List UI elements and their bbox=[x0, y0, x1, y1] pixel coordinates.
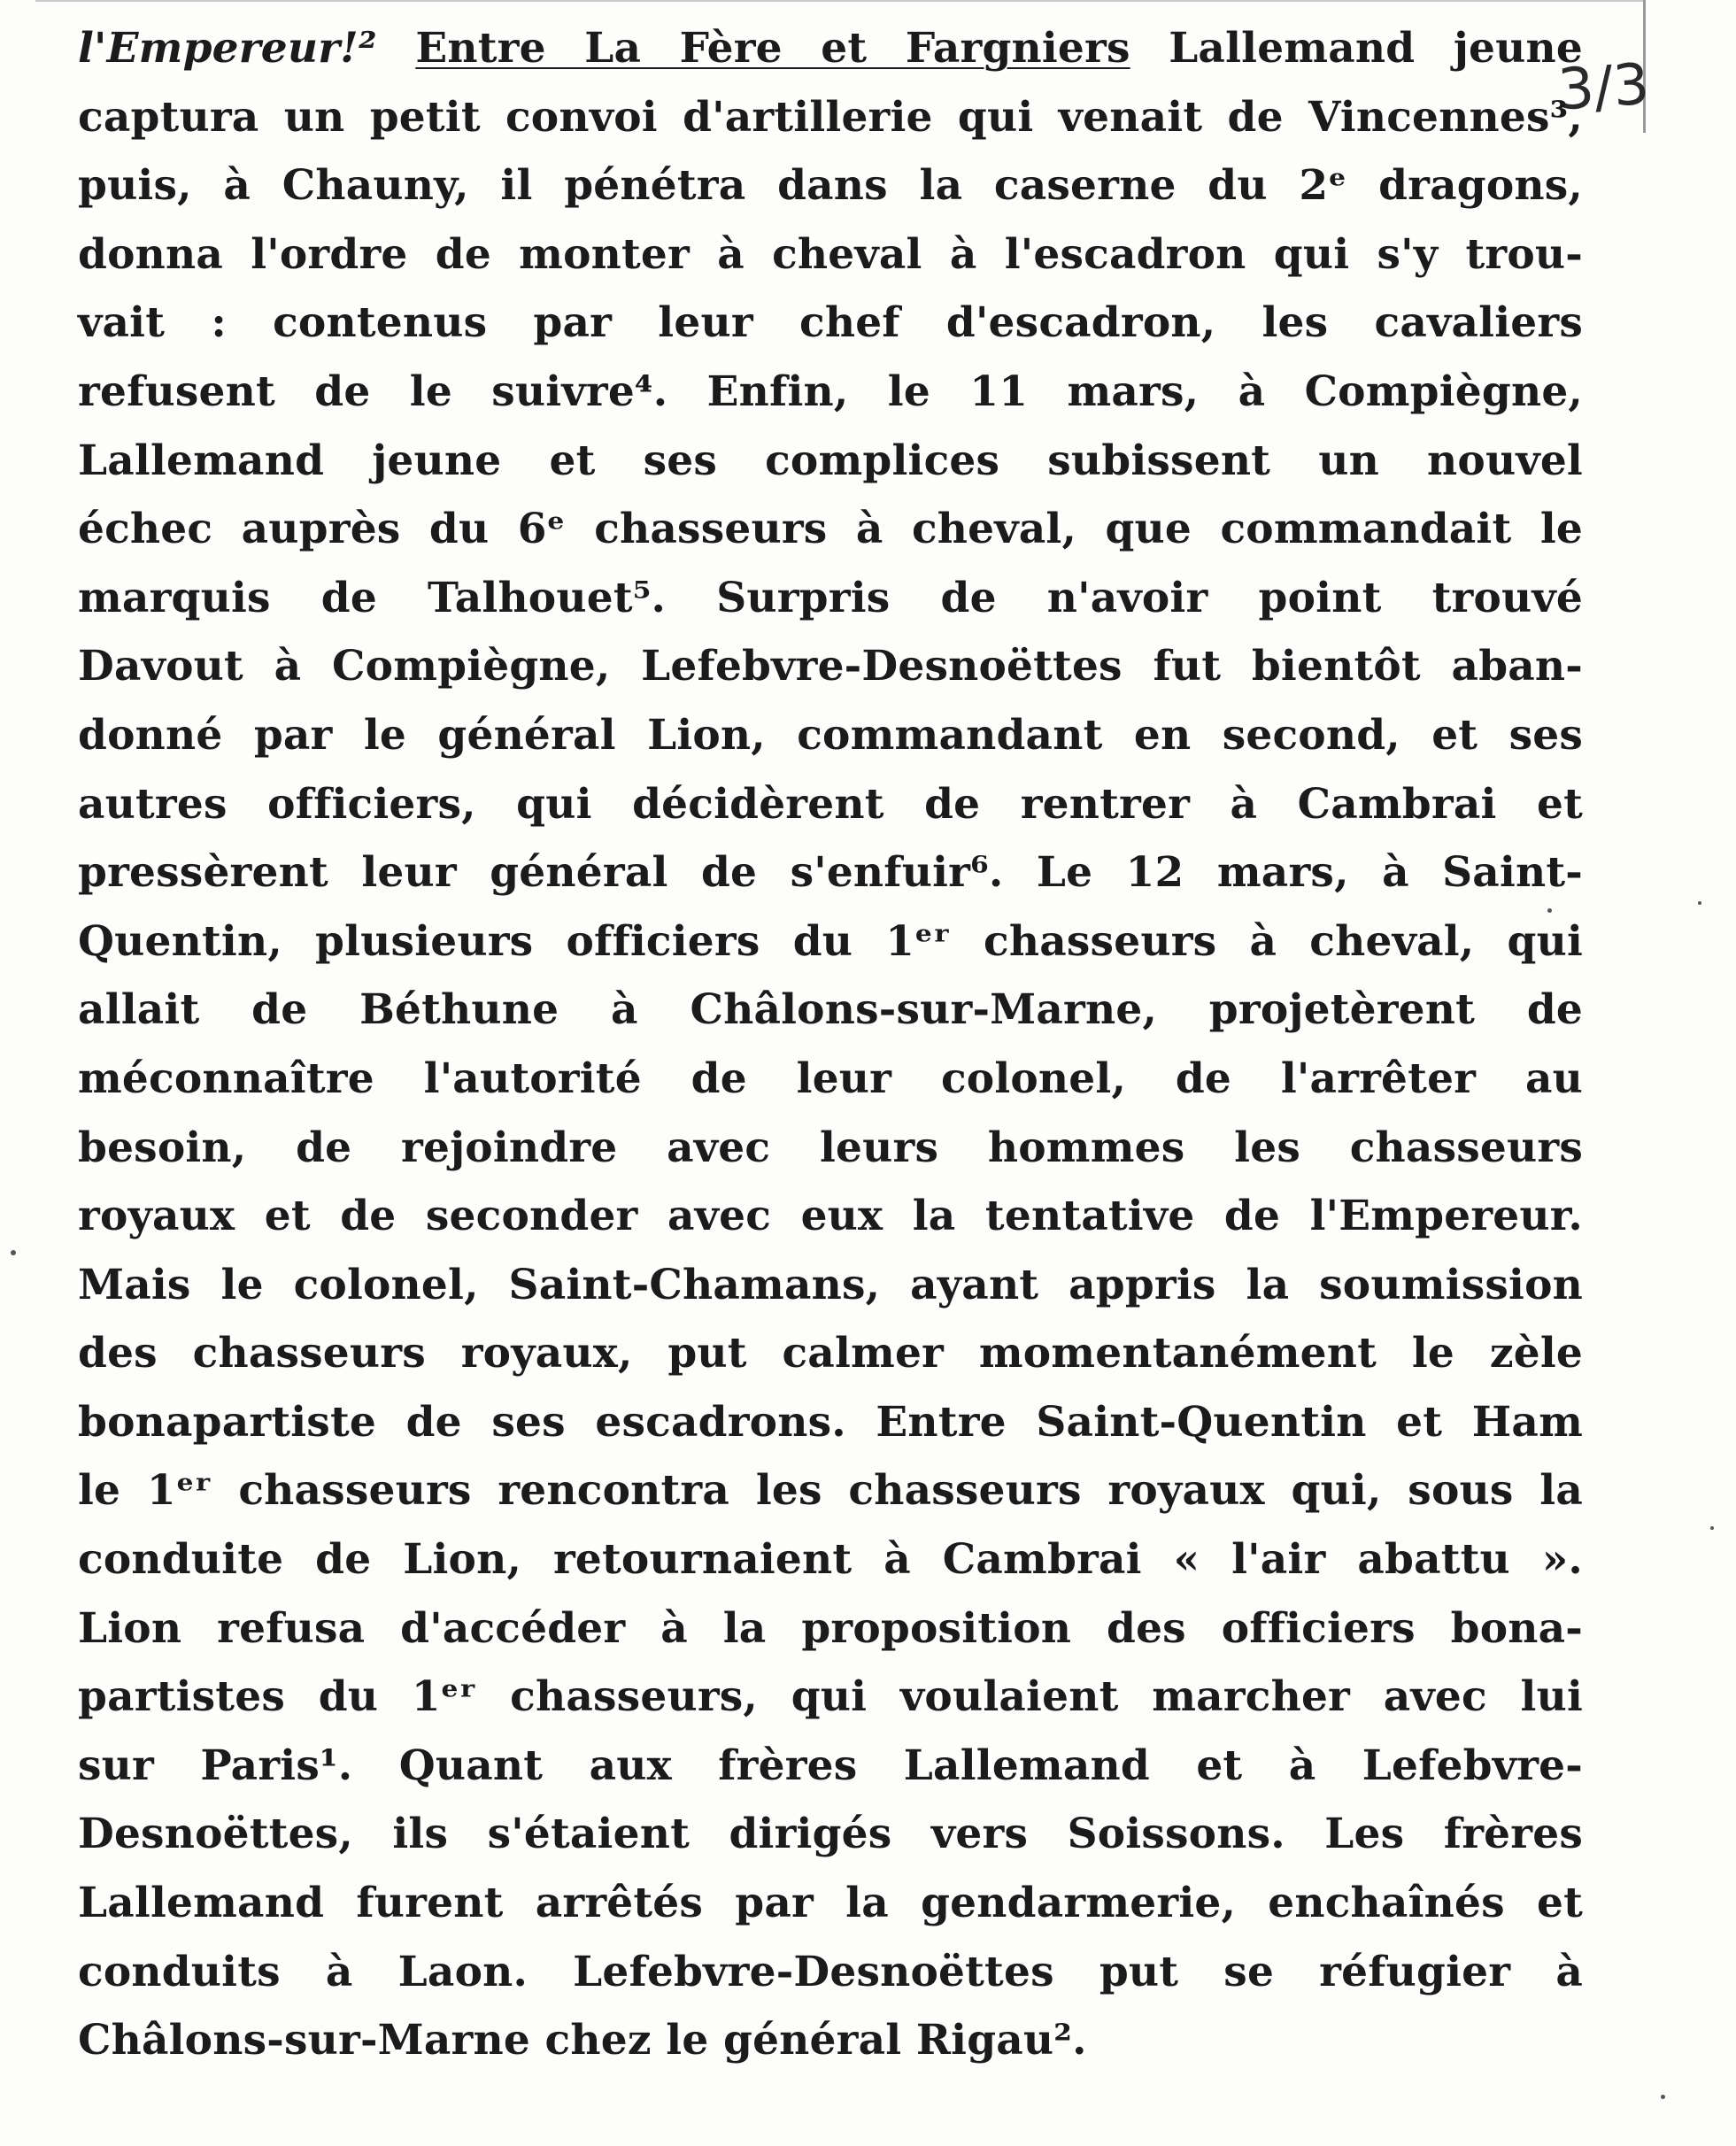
text-line-content: des chasseurs royaux, put calmer momentanément le zèle bbox=[78, 1329, 1583, 1378]
text-line-content: conduite de Lion, retournaient à Cambrai « l'air abattu ». bbox=[78, 1535, 1583, 1585]
text-line-3 bbox=[78, 151, 1583, 220]
text-line-content: échec auprès du 6ᵉ chasseurs à cheval, que commandait le bbox=[78, 505, 1583, 554]
scan-speck bbox=[1698, 901, 1701, 905]
text-line-6 bbox=[78, 358, 1583, 427]
text-line-30 bbox=[78, 2006, 1583, 2075]
text-line-content: Davout à Compiègne, Lefebvre-Desnoëttes fut bientôt aban- bbox=[78, 642, 1583, 691]
text-line-content: Lallemand jeune et ses complices subissent un nouvel bbox=[78, 436, 1583, 485]
text-line-content: méconnaître l'autorité de leur colonel, de l'arrêter au bbox=[78, 1054, 1583, 1103]
text-line-10 bbox=[78, 632, 1583, 701]
text-line-19 bbox=[78, 1251, 1583, 1320]
text-line-content: Châlons-sur-Marne chez le général Rigau². bbox=[78, 2016, 1087, 2065]
text-line-12 bbox=[78, 770, 1583, 839]
text-line-content: Desnoëttes, ils s'étaient dirigés vers Soissons. Les frères bbox=[78, 1810, 1583, 1859]
text-line-content: le 1ᵉʳ chasseurs rencontra les chasseurs royaux qui, sous la bbox=[78, 1466, 1583, 1516]
text-line-29 bbox=[78, 1938, 1583, 2007]
text-line-4 bbox=[78, 220, 1583, 289]
text-line-5 bbox=[78, 289, 1583, 358]
text-line-content: donné par le général Lion, commandant en second, et ses bbox=[78, 710, 1583, 760]
text-line-17 bbox=[78, 1114, 1583, 1183]
text-line-content: captura un petit convoi d'artillerie qui venait de Vincennes³, bbox=[78, 92, 1583, 142]
text-line-content: allait de Béthune à Châlons-sur-Marne, projetèrent de bbox=[78, 985, 1583, 1035]
text-line-content: partistes du 1ᵉʳ chasseurs, qui voulaient marcher avec lui bbox=[78, 1672, 1583, 1722]
text-line-content: besoin, de rejoindre avec leurs hommes les chasseurs bbox=[78, 1123, 1583, 1172]
scan-speck bbox=[11, 1250, 16, 1255]
text-line-11 bbox=[78, 701, 1583, 770]
text-line-16 bbox=[78, 1045, 1583, 1114]
text-line-content: Lallemand furent arrêtés par la gendarmerie, enchaînés et bbox=[78, 1879, 1583, 1928]
text-line-27 bbox=[78, 1800, 1583, 1869]
article-text bbox=[78, 14, 1583, 2075]
text-line-22 bbox=[78, 1456, 1583, 1525]
line-rest: Lallemand jeune bbox=[1169, 24, 1583, 73]
text-line-13 bbox=[78, 838, 1583, 907]
text-line-content: Lion refusa d'accéder à la proposition des officiers bona- bbox=[78, 1603, 1583, 1653]
scan-speck bbox=[1661, 2095, 1665, 2099]
text-line-8 bbox=[78, 495, 1583, 564]
text-line-content: autres officiers, qui décidèrent de rentrer à Cambrai et bbox=[78, 779, 1583, 829]
article-lines bbox=[78, 83, 1583, 2075]
text-line-content: Quentin, plusieurs officiers du 1ᵉʳ chasseurs à cheval, qui bbox=[78, 916, 1583, 966]
text-line-1 bbox=[78, 14, 1583, 83]
page-marker: 3/3 bbox=[1555, 51, 1652, 124]
scan-speck bbox=[1547, 908, 1552, 913]
text-line-14 bbox=[78, 907, 1583, 977]
text-line-content: royaux et de seconder avec eux la tentative de l'Empereur. bbox=[78, 1192, 1583, 1241]
text-line-21 bbox=[78, 1388, 1583, 1457]
text-line-content: pressèrent leur général de s'enfuir⁶. Le 12 mars, à Saint- bbox=[78, 848, 1583, 898]
text-line-content: bonapartiste de ses escadrons. Entre Saint-Quentin et Ham bbox=[78, 1397, 1583, 1447]
underlined-phrase: Entre La Fère et Fargniers bbox=[415, 24, 1130, 73]
text-line-content: donna l'ordre de monter à cheval à l'escadron qui s'y trou- bbox=[78, 229, 1583, 279]
text-line-7 bbox=[78, 427, 1583, 496]
text-line-content: marquis de Talhouet⁵. Surpris de n'avoir point trouvé bbox=[78, 573, 1583, 622]
text-line-content: Mais le colonel, Saint-Chamans, ayant appris la soumission bbox=[78, 1260, 1583, 1309]
text-line-9 bbox=[78, 564, 1583, 633]
text-line-28 bbox=[78, 1869, 1583, 1938]
text-line-23 bbox=[78, 1525, 1583, 1594]
page-top-edge bbox=[35, 0, 1643, 2]
text-line-25 bbox=[78, 1663, 1583, 1732]
text-line-15 bbox=[78, 976, 1583, 1045]
text-line-content: puis, à Chauny, il pénétra dans la caserne du 2ᵉ dragons, bbox=[78, 161, 1583, 211]
text-line-26 bbox=[78, 1732, 1583, 1801]
text-line-content: sur Paris¹. Quant aux frères Lallemand et à Lefebvre- bbox=[78, 1741, 1583, 1790]
scan-speck bbox=[1710, 1526, 1714, 1530]
text-line-24 bbox=[78, 1594, 1583, 1664]
text-line-2 bbox=[78, 83, 1583, 152]
line-lead: l'Empereur!² bbox=[78, 24, 377, 73]
text-line-content: vait : contenus par leur chef d'escadron, les cavaliers bbox=[78, 298, 1583, 348]
text-line-content: conduits à Laon. Lefebvre-Desnoëttes put se réfugier à bbox=[78, 1947, 1583, 1996]
text-line-content: refusent de le suivre⁴. Enfin, le 11 mars, à Compiègne, bbox=[78, 367, 1583, 416]
text-line-18 bbox=[78, 1182, 1583, 1251]
text-line-20 bbox=[78, 1319, 1583, 1388]
